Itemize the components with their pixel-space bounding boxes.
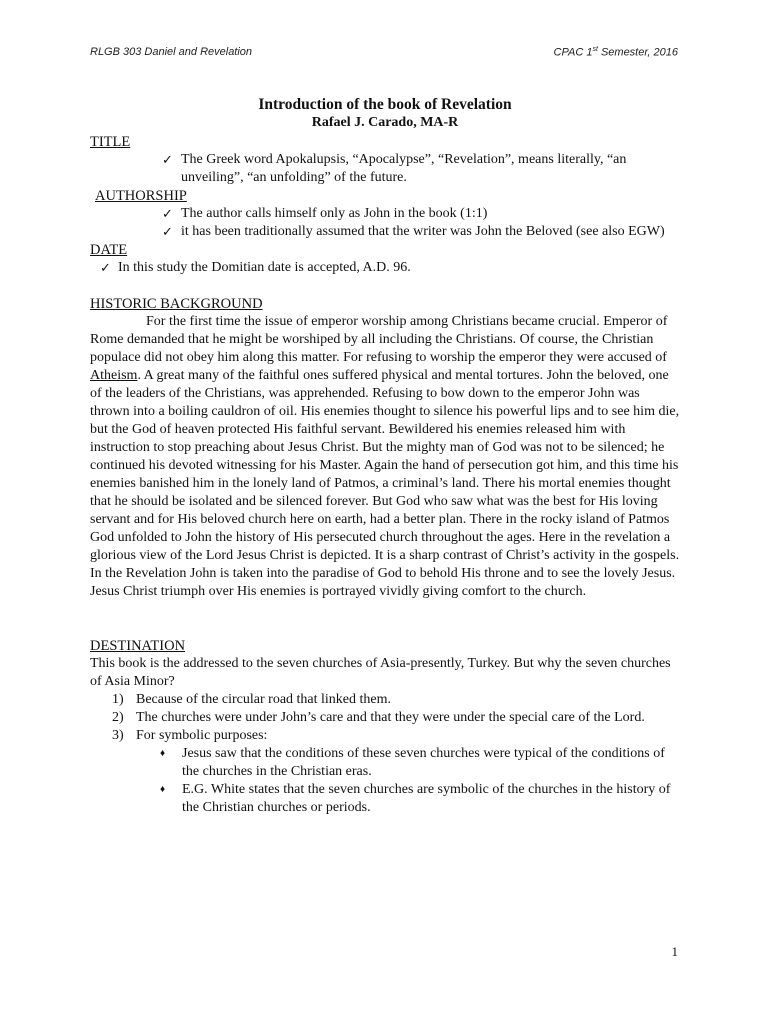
page-number: 1 [671,944,678,959]
list-item: ♦ E.G. White states that the seven churches are symbolic of the churches in the history of the Christian churches or periods. [160,782,671,815]
term-label: CPAC 1st Semester, 2016 [553,46,678,59]
diamond-bullet-icon: ♦ [160,748,166,759]
list-item: 2) The churches were under John’s care and that they were under the special care of the Lord. [112,710,645,725]
check-icon: ✓ [100,260,111,275]
course-name: RLGB 303 Daniel and Revelation [90,46,253,58]
document-author: Rafael J. Carado, MA-R [311,115,459,130]
list-item: ♦ Jesus saw that the conditions of these seven churches were typical of the conditions of the churches in the Christian eras. [160,746,665,779]
list-item: 1) Because of the circular road that linked them. [112,692,392,707]
list-item: ✓ The author calls himself only as John in the book (1:1) [162,206,488,221]
authorship-heading: AUTHORSHIP [95,188,187,204]
check-icon: ✓ [162,206,173,221]
date-list [90,259,680,277]
check-icon: ✓ [162,152,173,167]
destination-intro: This book is the addressed to the seven churches of Asia-presently, Turkey. But why the seven churches of Asia Minor? [90,656,671,689]
title-heading: TITLE [90,134,131,150]
date-heading: DATE [90,242,128,258]
destination-reasons-list [90,691,680,745]
diamond-bullet-icon: ♦ [160,784,166,795]
list-item: ✓ In this study the Domitian date is accepted, A.D. 96. [100,260,411,275]
symbolic-points-list [90,745,680,817]
atheism-term: Atheism [90,368,138,383]
historic-background-paragraph: For the first time the issue of emperor worship among Christians became crucial. Emperor of Rome demanded that he might be worshiped by all including the Christians. Of course, the Christian populace did not obey him along this matter. For refusing to worship the emperor they were accused of Atheism. A great many of the faithful ones suffered physical and mental tortures. John the beloved, one of the leaders of the Christians, was apprehended. Refusing to bow down to the emperor John was thrown into a boiling cauldron of oil. His enemies thought to silence his powerful lips and to see him die, but the God of heaven protected His faithful servant. Bewildered his enemies released him with instruction to stop preaching about Jesus Christ. But the mighty man of God was not to be silenced; he continued his devoted witnessing for his Master. Again the hand of persecution got him, and this time his enemies banished him in the lonely land of Patmos, a criminal’s land. There his mortal enemies thought that he should be isolated and be silenced forever. But God who saw what was the best for His loving servant and for His beloved church here on earth, had a better plan. There in the rocky island of Patmos God unfolded to John the history of His persecuted church throughout the ages. Here in the revelation a glorious view of the Lord Jesus Christ is depicted. It is a sharp contrast of Christ’s activity in the gospels. In the Revelation John is taken into the paradise of God to behold His throne and to see the lovely Jesus. Jesus Christ triumph over His enemies is portrayed vividly giving comfort to the church. [90,314,680,599]
destination-heading: DESTINATION [90,638,186,654]
title-list [90,151,680,187]
list-item: ✓ The Greek word Apokalupsis, “Apocalypse”, “Revelation”, means literally, “an unveiling”, “an unfolding” of the future. [162,152,627,185]
list-item: ✓ it has been traditionally assumed that the writer was John the Beloved (see also EGW) [162,224,665,239]
historic-background-heading: HISTORIC BACKGROUND [90,296,263,312]
authorship-list [90,205,680,241]
list-item: 3) For symbolic purposes: [112,728,268,743]
check-icon: ✓ [162,224,173,239]
document-title: Introduction of the book of Revelation [258,96,512,113]
document-body [90,95,680,817]
